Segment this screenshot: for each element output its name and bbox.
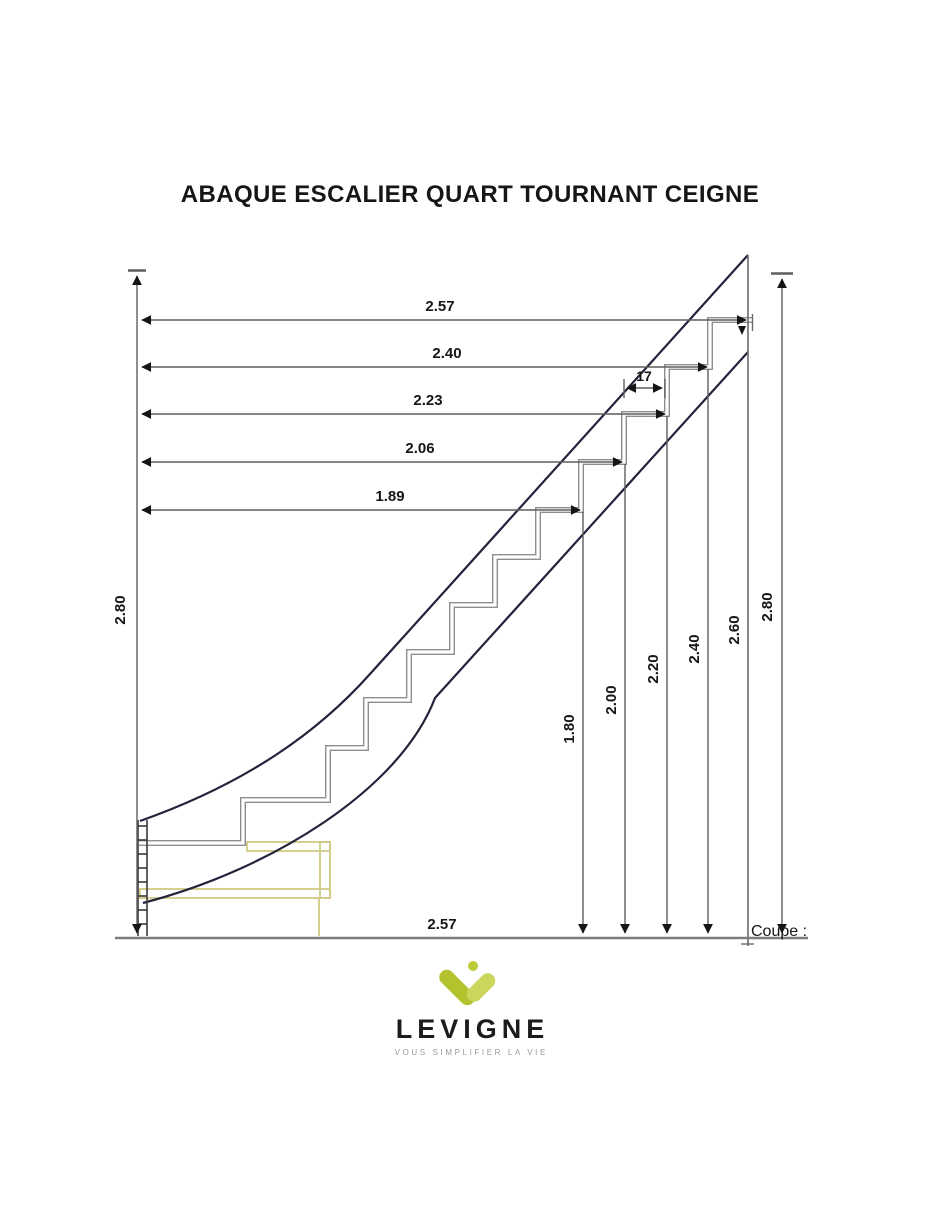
dim-label-run-1: 2.57 <box>425 298 455 315</box>
levigne-logo-icon <box>435 958 505 1010</box>
logo-dot-shape <box>468 961 478 971</box>
logo-right-arm-shape <box>464 970 499 1005</box>
dim-label-clearance-3: 2.20 <box>645 654 662 684</box>
dim-label-clearance-4: 2.40 <box>686 634 703 664</box>
ghost-steps-outline <box>140 842 330 936</box>
right-height-dimension <box>759 274 793 934</box>
dim-label-step-depth: 17 <box>636 368 652 384</box>
wall-post-hatched <box>138 820 147 936</box>
section-label: Coupe : <box>751 923 808 940</box>
dim-label-total-run: 2.57 <box>427 916 457 933</box>
dim-label-run-3: 2.23 <box>413 392 443 409</box>
dim-label-clearance-5: 2.60 <box>726 615 743 645</box>
upper-stringer <box>140 255 748 821</box>
dim-label-run-2: 2.40 <box>432 345 462 362</box>
stair-steps <box>139 320 753 843</box>
left-height-dimension <box>112 271 146 934</box>
dim-label-run-4: 2.06 <box>405 440 435 457</box>
logo-tagline: VOUS SIMPLIFIER LA VIE <box>394 1048 548 1057</box>
page-title: ABAQUE ESCALIER QUART TOURNANT CEIGNE <box>180 181 760 208</box>
logo <box>0 958 940 1057</box>
lower-stringer <box>143 352 748 903</box>
logo-wordmark: LEVIGNE <box>395 1014 550 1044</box>
top-tread-down-arrow <box>738 326 746 335</box>
dim-label-clearance-1: 1.80 <box>561 714 578 744</box>
dim-label-right-height: 2.80 <box>759 592 776 622</box>
dim-label-run-5: 1.89 <box>375 488 405 505</box>
dim-label-clearance-2: 2.00 <box>603 685 620 715</box>
dim-label-left-height: 2.80 <box>112 595 129 625</box>
